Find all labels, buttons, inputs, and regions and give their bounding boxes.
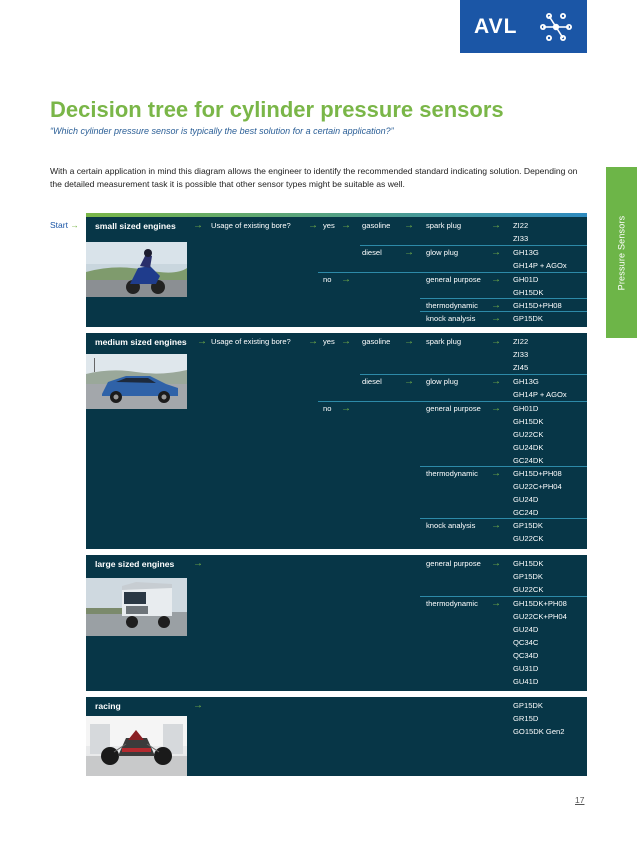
race-car-photo bbox=[86, 716, 187, 776]
arrow-icon: → bbox=[491, 520, 501, 531]
divider bbox=[420, 298, 587, 299]
sensor-item: GH13G bbox=[513, 377, 539, 386]
truck-photo bbox=[86, 578, 187, 636]
sensor-item: GH14P + AGOx bbox=[513, 261, 567, 270]
glow-plug-label: glow plug bbox=[426, 377, 459, 386]
arrow-icon: → bbox=[404, 220, 414, 231]
divider bbox=[420, 596, 587, 597]
section-side-tab bbox=[606, 167, 637, 338]
gasoline-label: gasoline bbox=[362, 221, 391, 230]
sensor-item: GU41D bbox=[513, 677, 539, 686]
side-tab-label: Pressure Sensors bbox=[616, 215, 627, 290]
arrow-icon: → bbox=[404, 376, 414, 387]
avl-molecule-icon bbox=[538, 9, 574, 45]
arrow-icon: → bbox=[491, 468, 501, 479]
arrow-icon: → bbox=[491, 247, 501, 258]
arrow-icon: → bbox=[491, 558, 501, 569]
sensor-item: GH15DK bbox=[513, 417, 544, 426]
diesel-label: diesel bbox=[362, 248, 382, 257]
logo-text: AVL bbox=[474, 14, 518, 38]
no-label: no bbox=[323, 275, 332, 284]
gasoline-label: gasoline bbox=[362, 337, 391, 346]
sensor-item: GU22CK bbox=[513, 534, 544, 543]
motorcycle-photo bbox=[86, 242, 187, 297]
arrow-icon: → bbox=[491, 598, 501, 609]
no-label: no bbox=[323, 404, 332, 413]
sensor-item: ZI45 bbox=[513, 363, 529, 372]
sensor-item: ZI33 bbox=[513, 350, 529, 359]
arrow-icon: → bbox=[341, 336, 351, 347]
arrow-icon: → bbox=[491, 220, 501, 231]
general-purpose-label: general purpose bbox=[426, 404, 481, 413]
diesel-label: diesel bbox=[362, 377, 382, 386]
sensor-item: GU24D bbox=[513, 625, 539, 634]
sensor-item: ZI33 bbox=[513, 234, 529, 243]
arrow-icon: → bbox=[404, 336, 414, 347]
sensor-item: QC34C bbox=[513, 638, 539, 647]
arrow-icon: → bbox=[404, 247, 414, 258]
sensor-item: GH15DK+PH08 bbox=[513, 599, 567, 608]
start-text: Start bbox=[50, 220, 68, 230]
arrow-icon: → bbox=[308, 220, 318, 231]
bore-question: Usage of existing bore? bbox=[211, 221, 291, 230]
divider bbox=[420, 518, 587, 519]
car-photo bbox=[86, 354, 187, 409]
sensor-item: GH01D bbox=[513, 275, 539, 284]
divider bbox=[420, 311, 587, 312]
start-arrow-icon: → bbox=[70, 220, 79, 230]
arrow-icon: → bbox=[193, 220, 203, 231]
sensor-item: GU22CK bbox=[513, 430, 544, 439]
racing-label: racing bbox=[95, 701, 121, 711]
large-engines-label: large sized engines bbox=[95, 559, 175, 569]
sensor-item: GP15DK bbox=[513, 572, 543, 581]
sensor-item: GH13G bbox=[513, 248, 539, 257]
divider bbox=[318, 401, 587, 402]
knock-analysis-label: knock analysis bbox=[426, 521, 476, 530]
spark-plug-label: spark plug bbox=[426, 221, 462, 230]
arrow-icon: → bbox=[341, 220, 351, 231]
page-title: Decision tree for cylinder pressure sensors bbox=[50, 97, 504, 122]
arrow-icon: → bbox=[491, 376, 501, 387]
sensor-item: GH15DK bbox=[513, 288, 544, 297]
arrow-icon: → bbox=[341, 403, 351, 414]
thermodynamic-label: thermodynamic bbox=[426, 599, 478, 608]
arrow-icon: → bbox=[491, 300, 501, 311]
sensor-item: GH01D bbox=[513, 404, 539, 413]
general-purpose-label: general purpose bbox=[426, 559, 481, 568]
page-subtitle: “Which cylinder pressure sensor is typically the best solution for a certain application?” bbox=[50, 126, 394, 136]
medium-engines-label: medium sized engines bbox=[95, 337, 187, 347]
avl-logo bbox=[460, 0, 587, 53]
intro-paragraph: With a certain application in mind this diagram allows the engineer to identify the recommended standard indicating solution. Depending on the detailed measurement task it is possible that other sensor types might be suitable as well. bbox=[50, 166, 578, 189]
sensor-item: GH15D+PH08 bbox=[513, 469, 562, 478]
divider bbox=[318, 272, 587, 273]
sensor-item: GC24D bbox=[513, 508, 539, 517]
glow-plug-label: glow plug bbox=[426, 248, 459, 257]
yes-label: yes bbox=[323, 337, 335, 346]
sensor-item: GU24D bbox=[513, 495, 539, 504]
arrow-icon: → bbox=[341, 274, 351, 285]
sensor-item: GU22CK bbox=[513, 585, 544, 594]
spark-plug-label: spark plug bbox=[426, 337, 462, 346]
sensor-item: GU31D bbox=[513, 664, 539, 673]
small-engines-label: small sized engines bbox=[95, 221, 176, 231]
sensor-item: QC34D bbox=[513, 651, 539, 660]
thermodynamic-label: thermodynamic bbox=[426, 469, 478, 478]
start-label bbox=[50, 220, 79, 230]
knock-analysis-label: knock analysis bbox=[426, 314, 476, 323]
bore-question: Usage of existing bore? bbox=[211, 337, 291, 346]
arrow-icon: → bbox=[491, 313, 501, 324]
sensor-item: ZI22 bbox=[513, 337, 529, 346]
sensor-item: GH15D+PH08 bbox=[513, 301, 562, 310]
sensor-item: GU22C+PH04 bbox=[513, 482, 562, 491]
sensor-item: GH14P + AGOx bbox=[513, 390, 567, 399]
divider bbox=[420, 466, 587, 467]
arrow-icon: → bbox=[308, 336, 318, 347]
sensor-item: GU24DK bbox=[513, 443, 544, 452]
thermodynamic-label: thermodynamic bbox=[426, 301, 478, 310]
sensor-item: GC24DK bbox=[513, 456, 544, 465]
general-purpose-label: general purpose bbox=[426, 275, 481, 284]
sensor-item: GR15D bbox=[513, 714, 539, 723]
divider bbox=[360, 374, 587, 375]
sensor-item: ZI22 bbox=[513, 221, 529, 230]
sensor-item: GU22CK+PH04 bbox=[513, 612, 567, 621]
sensor-item: GO15DK Gen2 bbox=[513, 727, 565, 736]
sensor-item: GP15DK bbox=[513, 701, 543, 710]
sensor-item: GH15DK bbox=[513, 559, 544, 568]
sensor-item: GP15DK bbox=[513, 314, 543, 323]
arrow-icon: → bbox=[197, 336, 207, 347]
arrow-icon: → bbox=[193, 558, 203, 569]
arrow-icon: → bbox=[491, 403, 501, 414]
arrow-icon: → bbox=[491, 336, 501, 347]
yes-label: yes bbox=[323, 221, 335, 230]
arrow-icon: → bbox=[193, 700, 203, 711]
arrow-icon: → bbox=[491, 274, 501, 285]
page-number: 17 bbox=[575, 795, 585, 805]
divider bbox=[360, 245, 587, 246]
sensor-item: GP15DK bbox=[513, 521, 543, 530]
